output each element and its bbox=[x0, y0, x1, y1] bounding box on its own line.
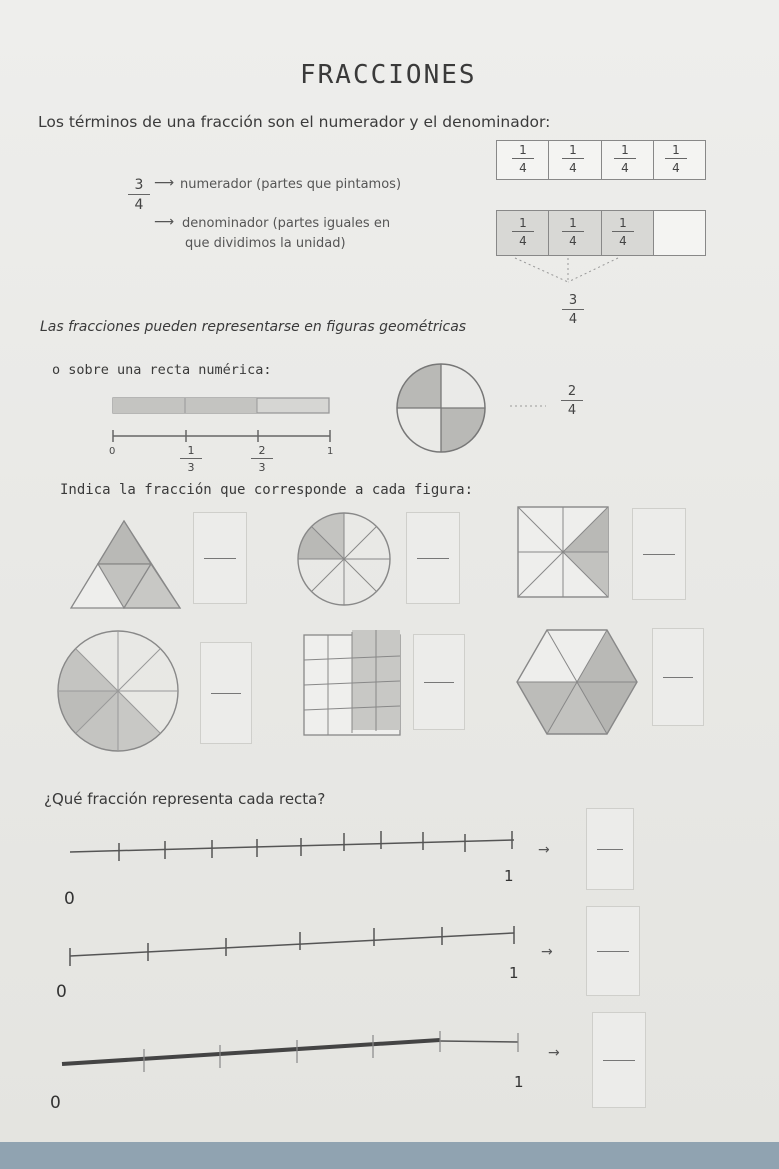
lines-question: ¿Qué fracción representa cada recta? bbox=[44, 790, 326, 808]
arrow-icon: ⟶ bbox=[154, 214, 175, 230]
two-thirds-label: $\frac{2}{3}$ bbox=[251, 444, 273, 474]
line-2-zero: 0 bbox=[56, 982, 67, 1002]
strip-top-label: $\frac{1}{4}$ bbox=[614, 143, 636, 175]
arrow-icon: → bbox=[538, 842, 550, 858]
line-3-zero: 0 bbox=[50, 1093, 61, 1113]
line-answer-box[interactable] bbox=[592, 1012, 646, 1108]
number-line-1 bbox=[70, 831, 514, 861]
page-title: FRACCIONES bbox=[300, 60, 477, 90]
line-1-zero: 0 bbox=[64, 889, 75, 909]
strip-top-label: $\frac{1}{4}$ bbox=[562, 143, 584, 175]
strip-bottom-label: $\frac{1}{4}$ bbox=[512, 216, 534, 248]
numerator-note: numerador (partes que pintamos) bbox=[180, 177, 402, 192]
example-denominator: 4 bbox=[134, 197, 144, 213]
line-answer-box[interactable] bbox=[586, 906, 640, 996]
number-line-one: 1 bbox=[327, 446, 334, 457]
result-fraction: $\frac{3}{4}$ bbox=[562, 293, 584, 327]
number-line-2 bbox=[70, 926, 514, 966]
strip-top-label: $\frac{1}{4}$ bbox=[512, 143, 534, 175]
intro-text: Los términos de una fracción son el numerador y el denominador: bbox=[38, 113, 551, 131]
strip-bottom-label: $\frac{1}{4}$ bbox=[562, 216, 584, 248]
arrow-icon: → bbox=[548, 1045, 560, 1061]
arrow-icon: → bbox=[541, 944, 553, 960]
bottom-edge bbox=[0, 1142, 779, 1169]
arrow-icon: ⟶ bbox=[154, 175, 175, 191]
strip-bottom-label: $\frac{1}{4}$ bbox=[612, 216, 634, 248]
circle-fraction: $\frac{2}{4}$ bbox=[561, 384, 583, 418]
number-line-3 bbox=[62, 1031, 518, 1072]
strip-top-label: $\frac{1}{4}$ bbox=[665, 143, 687, 175]
line-2-one: 1 bbox=[509, 964, 519, 982]
line-answer-box[interactable] bbox=[586, 808, 634, 890]
line-1-one: 1 bbox=[504, 867, 514, 885]
number-line-zero: 0 bbox=[109, 446, 116, 457]
figures-instruction: Indica la fracción que corresponde a cada figura: bbox=[60, 482, 474, 498]
line-3-one: 1 bbox=[514, 1073, 524, 1091]
denominator-note-line-2: que dividimos la unidad) bbox=[185, 236, 346, 251]
geometric-text: Las fracciones pueden representarse en figuras geométricas bbox=[40, 319, 467, 335]
denominator-note-line-1: denominador (partes iguales en bbox=[182, 216, 391, 231]
number-line-text: o sobre una recta numérica: bbox=[52, 362, 272, 378]
one-third-label: $\frac{1}{3}$ bbox=[180, 444, 202, 474]
example-numerator: 3 bbox=[128, 177, 150, 195]
